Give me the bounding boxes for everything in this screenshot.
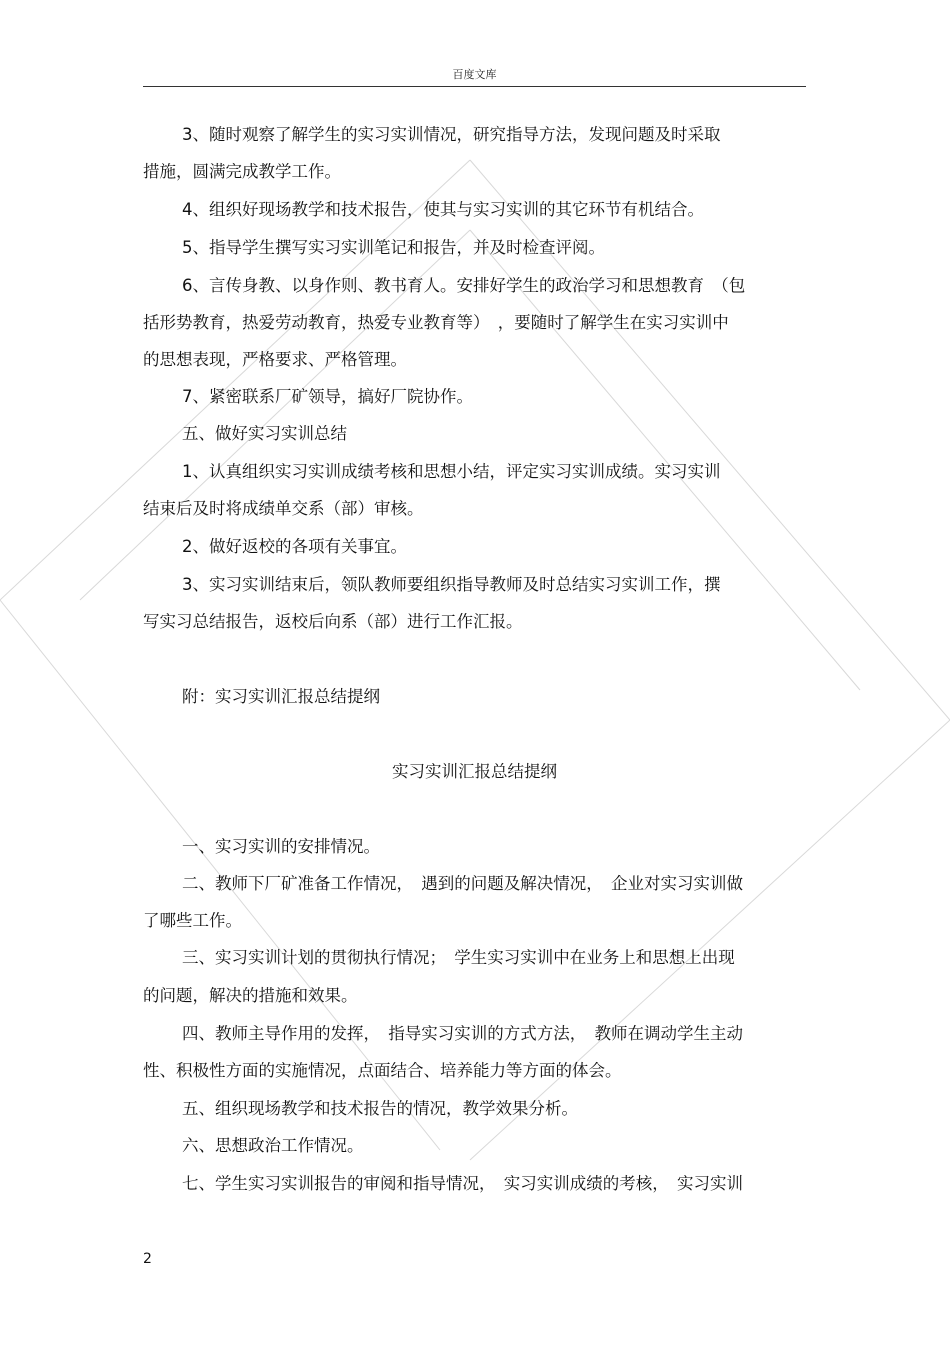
outline-item: 七、学生实习实训报告的审阅和指导情况， 实习实训成绩的考核， 实习实训 [182, 1174, 743, 1193]
body-line: 3、随时观察了解学生的实习实训情况，研究指导方法，发现问题及时采取 [182, 125, 721, 144]
outline-item: 五、组织现场教学和技术报告的情况，教学效果分析。 [182, 1099, 578, 1118]
outline-item: 六、思想政治工作情况。 [182, 1136, 364, 1155]
body-line: 的思想表现，严格要求、严格管理。 [143, 350, 407, 369]
body-line: 结束后及时将成绩单交系（部）审核。 [143, 499, 424, 518]
outline-item: 四、教师主导作用的发挥， 指导实习实训的方式方法， 教师在调动学生主动 [182, 1024, 743, 1043]
body-line: 5、指导学生撰写实习实训笔记和报告，并及时检查评阅。 [182, 238, 605, 257]
page-header-title: 百度文库 [452, 68, 497, 81]
page-number: 2 [143, 1251, 152, 1267]
body-line: 6、言传身教、以身作则、教书育人。安排好学生的政治学习和思想教育 （包 [182, 276, 746, 295]
body-line: 7、紧密联系厂矿领导，搞好厂院协作。 [182, 387, 473, 406]
body-line: 4、组织好现场教学和技术报告，使其与实习实训的其它环节有机结合。 [182, 200, 704, 219]
header-divider [143, 86, 806, 87]
body-line: 措施，圆满完成教学工作。 [143, 162, 341, 181]
body-line: 1、认真组织实习实训成绩考核和思想小结，评定实习实训成绩。实习实训 [182, 462, 721, 481]
body-line: 3、实习实训结束后，领队教师要组织指导教师及时总结实习实训工作，撰 [182, 575, 721, 594]
body-line: 括形势教育，热爱劳动教育，热爱专业教育等） ，要随时了解学生在实习实训中 [143, 313, 729, 332]
outline-title: 实习实训汇报总结提纲 [392, 762, 557, 781]
outline-item: 一、实习实训的安排情况。 [182, 837, 380, 856]
outline-item: 三、实习实训计划的贯彻执行情况； 学生实习实训中在业务上和思想上出现 [182, 948, 735, 967]
outline-item: 了哪些工作。 [143, 911, 242, 930]
body-line: 2、做好返校的各项有关事宜。 [182, 537, 407, 556]
appendix-label: 附：实习实训汇报总结提纲 [182, 687, 380, 706]
outline-item: 的问题，解决的措施和效果。 [143, 986, 358, 1005]
body-line: 写实习总结报告，返校后向系（部）进行工作汇报。 [143, 612, 523, 631]
outline-item: 性、积极性方面的实施情况，点面结合、培养能力等方面的体会。 [143, 1061, 622, 1080]
section-heading: 五、做好实习实训总结 [182, 424, 347, 443]
outline-item: 二、教师下厂矿准备工作情况， 遇到的问题及解决情况， 企业对实习实训做 [182, 874, 743, 893]
